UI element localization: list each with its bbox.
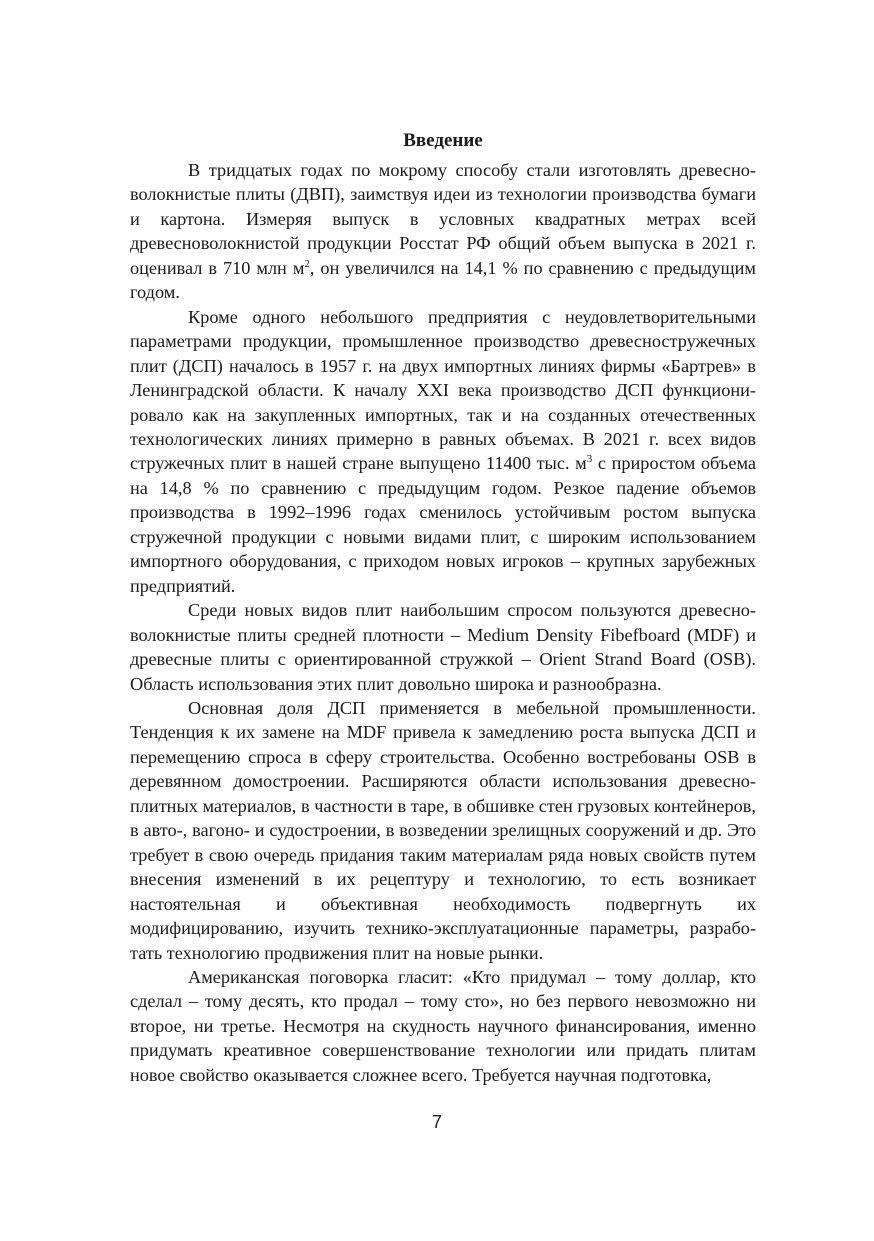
paragraph-1-text-a: В тридцатых годах по мокрому способу стали изготовлять древесноволокнистые плиты (ДВП), заимствуя идеи из технологии производства бумаги и картона. Измеряя выпуск в условных квадратных метрах всей древесноволокнистой продукции Росстат РФ общий объем выпуска в 2021 г. оценивал в 710 млн м (130, 160, 756, 278)
paragraph-2 (130, 305, 756, 598)
superscript-square: 2 (304, 257, 310, 270)
paragraph-3: Среди новых видов плит наибольшим спросом пользуются древесноволокнистые плиты средней плотности – Medium Density Fibefboard (MDF) и древесные плиты с ориентированной стружкой – Orient Strand Board (OSB). Область использования этих плит довольно широка и разнообразна. (130, 600, 756, 694)
paragraph-1 (130, 158, 756, 305)
paragraph-1-text-b: , он увеличился на 14,1 % по сравнению с предыдущим годом. (130, 257, 756, 303)
paragraph-2-text-a: Кроме одного небольшого предприятия с неудовлетворительными параметрами продукции, промышленное производство древесностружечных плит (ДСП) началось в 1957 г. на двух импортных линиях фирмы «Бартрев» в Ленинградской области. К началу XXI века производство ДСП функционировало как на закупленных импортных, так и на созданных отечественных технологических линиях примерно в равных объемах. В 2021 г. всех видов стружечных плит в нашей стране выпущено 11400 тыс. м (130, 306, 756, 474)
paragraph-4: Основная доля ДСП применяется в мебельной промышленности. Тенденция к их замене на MDF привела к замедлению роста выпуска ДСП и перемещению спроса в сферу строительства. Особенно востребованы OSB в деревянном домостроении. Расширяются области использования древесноплитных материалов, в частности в таре, в обшивке стен грузовых контейнеров, в авто-, вагоно- и судостроении, в возведении зрелищных сооружений и др. Это требует в свою очередь придания таким материалам ряда новых свойств путем внесения изменений в их рецептуру и технологию, то есть возникает настоятельная и объективная необходимость подвергнуть их модифицированию, изучить технико-эксплуатационные параметры, разработать технологию продвижения плит на новые рынки. (130, 697, 756, 963)
paragraph-5: Американская поговорка гласит: «Кто придумал – тому доллар, кто сделал – тому десять, кто продал – тому сто», но без первого невозможно ни второе, ни третье. Несмотря на скудность научного финансирования, именно придумать креативное совершенствование технологии или придать плитам новое свойство оказывается сложнее всего. Требуется научная подготовка, (130, 966, 756, 1085)
page-title: Введение (403, 130, 483, 151)
document-page (130, 128, 756, 1087)
superscript-cubic: 3 (586, 453, 593, 466)
paragraph-2-text-b: с приростом объема на 14,8 % по сравнению с предыдущим годом. Резкое падение объемов производства в 1992–1996 годах сменилось устойчивым ростом выпуска стружечной продукции с новыми видами плит, с широким использованием импортного оборудования, с приходом новых игроков – крупных зарубежных предприятий. (130, 453, 756, 596)
page-number: 7 (431, 1112, 442, 1132)
